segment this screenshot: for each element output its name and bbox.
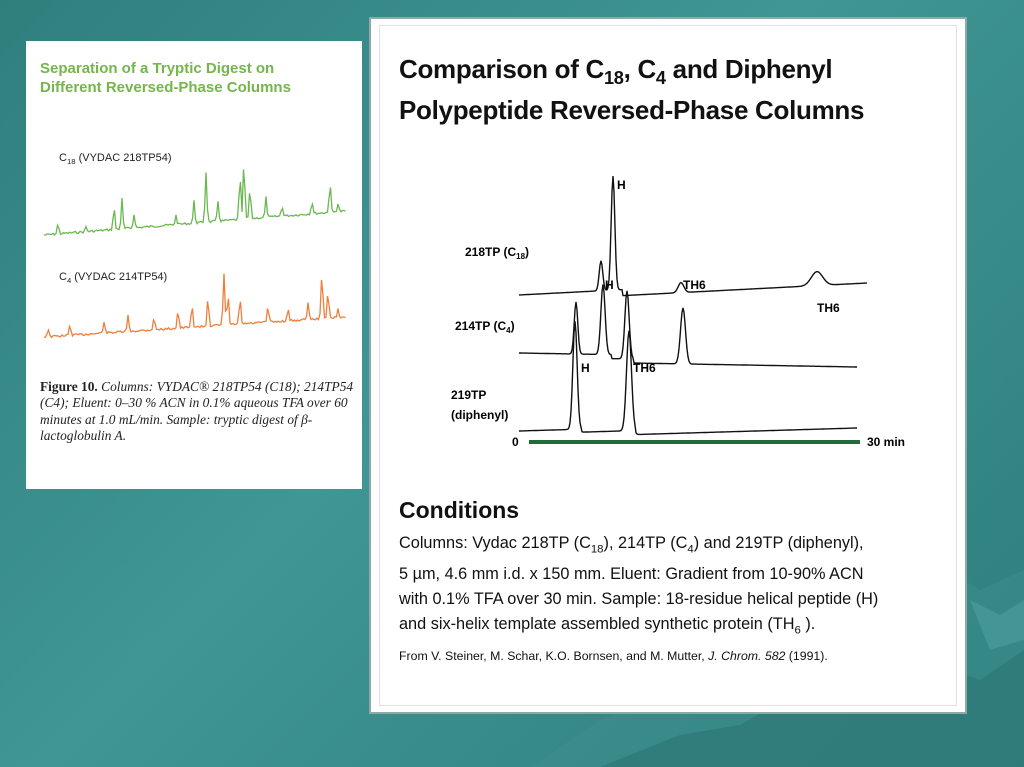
- series-label-219tp-line1: 219TP: [451, 388, 487, 402]
- peak-label-th6-219: TH6: [633, 361, 656, 375]
- left-figure-panel: [26, 41, 362, 489]
- time-axis-start-label: 0: [512, 435, 519, 449]
- comparison-chromatogram: [371, 19, 969, 479]
- series-label-214tp: 214TP $(C_4)$: [455, 319, 515, 335]
- left-chromatograms: [26, 41, 362, 371]
- conditions-line4: and six-helix template assembled synthetic protein ($TH_6$ ).: [399, 615, 816, 637]
- conditions-line1: Columns: Vydac 218TP $(C_{18})$, 214TP $(C_4)$ and 219TP (diphenyl),: [399, 534, 864, 556]
- left-title-line2: Different Reversed-Phase Columns: [40, 79, 291, 96]
- peak-label-h-219: H: [581, 361, 590, 375]
- trace-label-c18: $C_{18}$ (VYDAC 218TP54): [59, 152, 172, 167]
- trace-219tp-diphenyl: [519, 321, 857, 434]
- time-axis-end-label: 30 min: [867, 435, 906, 449]
- caption-text: Columns: VYDAC® 218TP54 (C18); 214TP54 (C4); Eluent: 0–30 % ACN in 0.1% aqueous TFA over 60 minutes at 1.0 mL/min. Sample: tryptic digest of β-lactoglobulin A.: [40, 379, 354, 444]
- conditions-text: [399, 531, 959, 644]
- c4-chromatogram-trace: [44, 274, 346, 338]
- c18-chromatogram-trace: [44, 169, 346, 235]
- conditions-line2: 5 µm, 4.6 mm i.d. x 150 mm. Eluent: Gradient from 10-90% ACN: [399, 565, 864, 584]
- right-figure-panel: [369, 17, 967, 714]
- caption-figure-number: Figure 10.: [40, 379, 98, 394]
- conditions-line3: with 0.1% TFA over 30 min. Sample: 18-residue helical peptide (H): [399, 590, 879, 609]
- right-title-line1: Comparison of $C_{18}$, $C_4$ and Diphenyl: [399, 54, 833, 89]
- left-title-line1: Separation of a Tryptic Digest on: [40, 60, 275, 77]
- trace-label-c4: $C_4$ (VYDAC 214TP54): [59, 271, 168, 286]
- right-title-line2: Polypeptide Reversed-Phase Columns: [399, 95, 865, 126]
- series-label-219tp-line2: (diphenyl): [451, 408, 509, 422]
- source-citation: From V. Steiner, M. Schar, K.O. Bornsen, and M. Mutter, J. Chrom. 582 (1991).: [399, 649, 828, 663]
- peak-label-th6-218: TH6: [817, 301, 840, 315]
- trace-214tp-c4: [519, 285, 857, 368]
- peak-label-h-218: H: [617, 178, 626, 192]
- series-label-218tp: 218TP $(C_{18})$: [465, 245, 530, 261]
- peak-label-h-214: H: [605, 278, 614, 292]
- left-figure-caption: [40, 379, 356, 445]
- peak-label-th6-214: TH6: [683, 278, 706, 292]
- conditions-heading: Conditions: [399, 497, 520, 523]
